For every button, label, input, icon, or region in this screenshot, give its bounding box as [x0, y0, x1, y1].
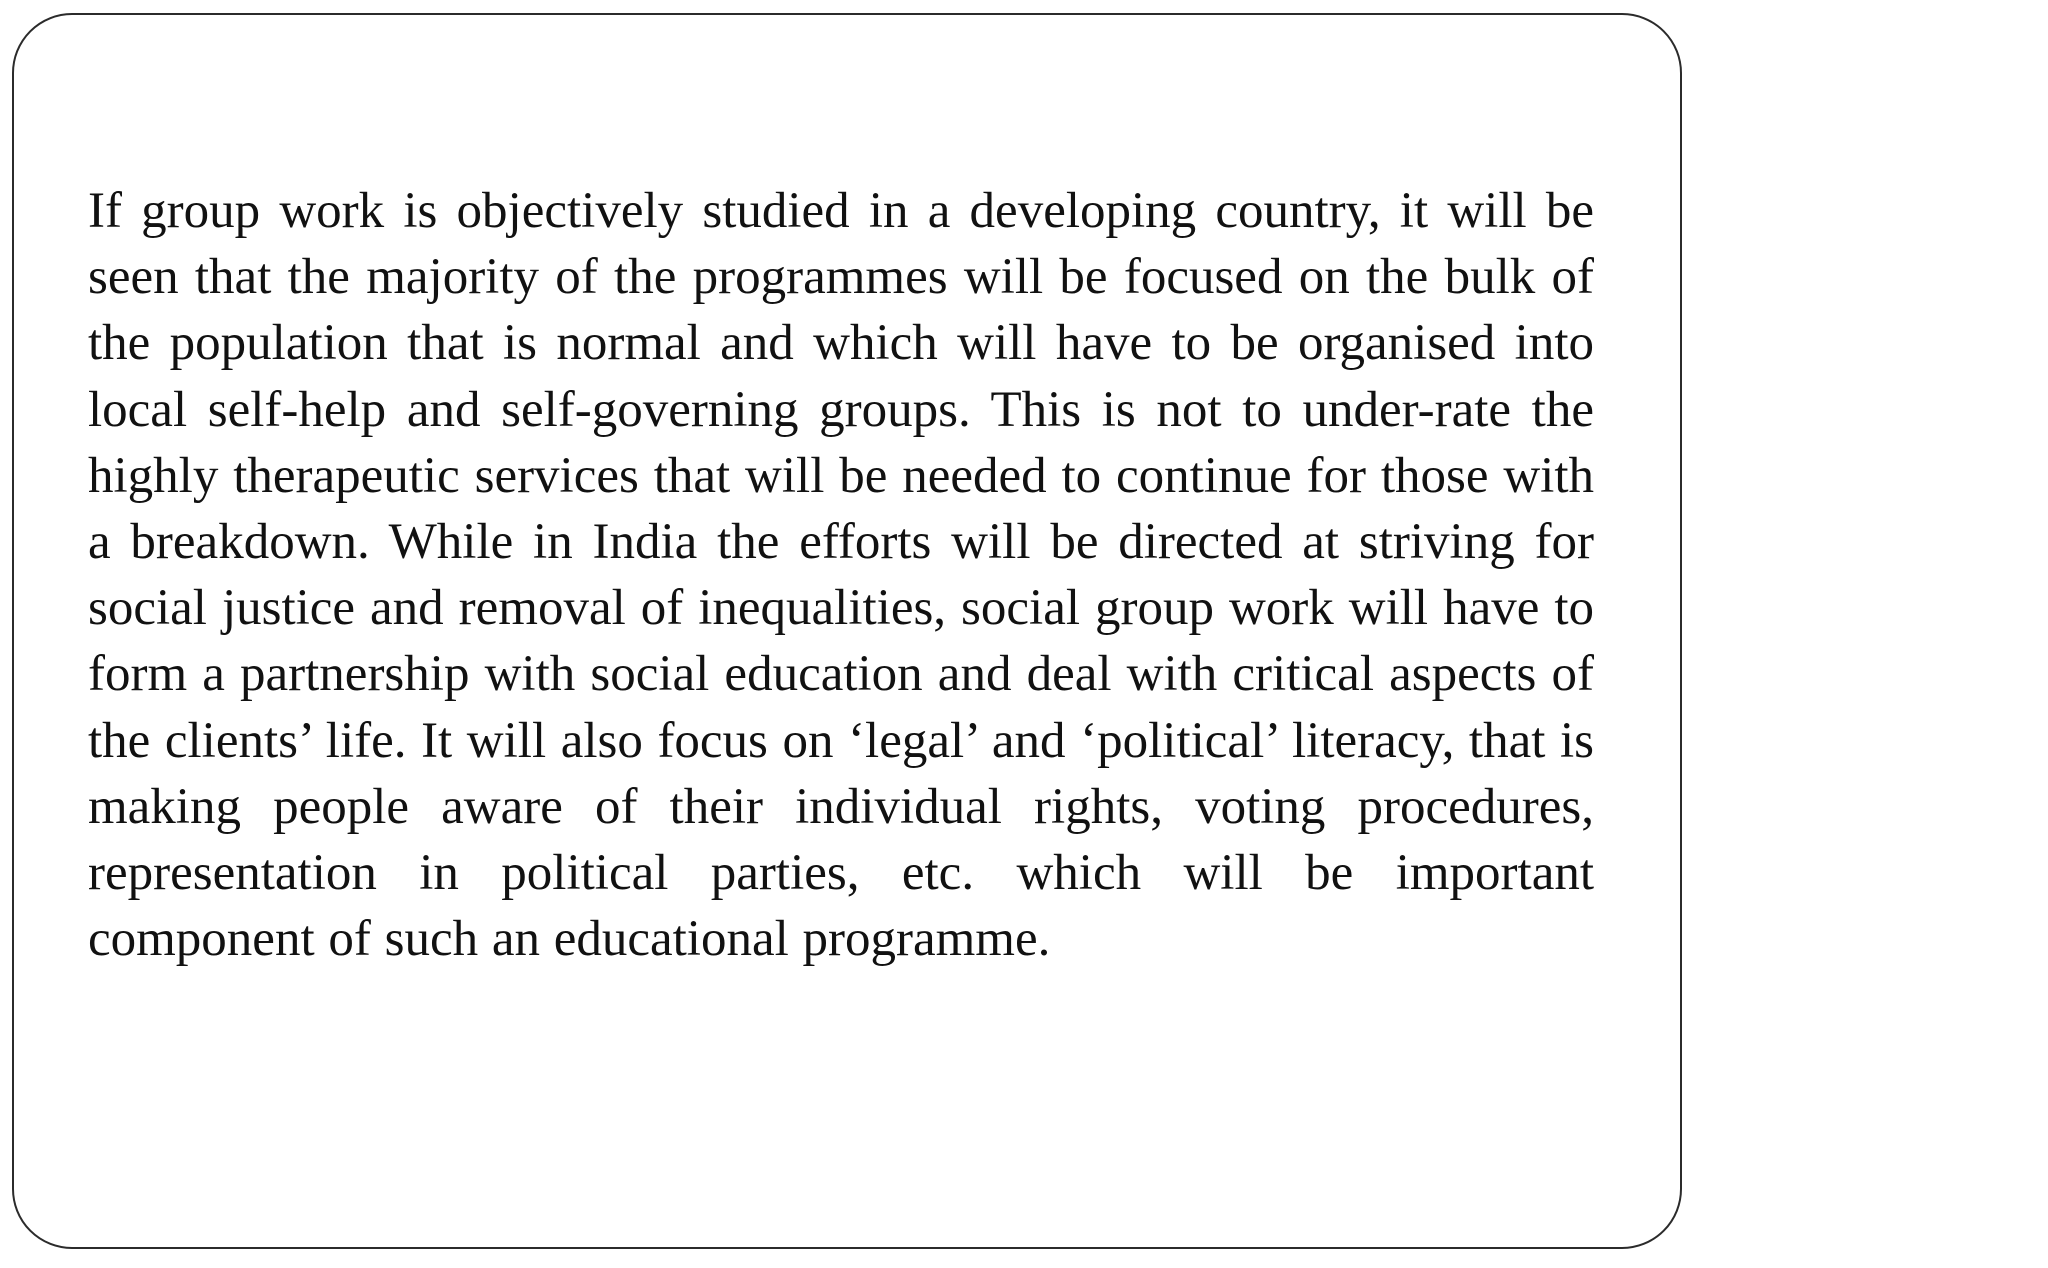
body-paragraph: If group work is objectively studied in a developing country, it will be seen that the majority of the programmes will be focused on the bulk of the population that is normal and which will have to be organised into local self-help and self-governing groups. This is not to under-rate the highly therapeutic services that will be needed to continue for those with a breakdown. While in India the efforts will be directed at striving for social justice and removal of inequalities, social group work will have to form a partnership with social education and deal with critical aspects of the clients’ life. It will also focus on ‘legal’ and ‘political’ literacy, that is making people aware of their individual rights, voting procedures, representation in political parties, etc. which will be important component of such an educational programme. — [88, 183, 1594, 968]
